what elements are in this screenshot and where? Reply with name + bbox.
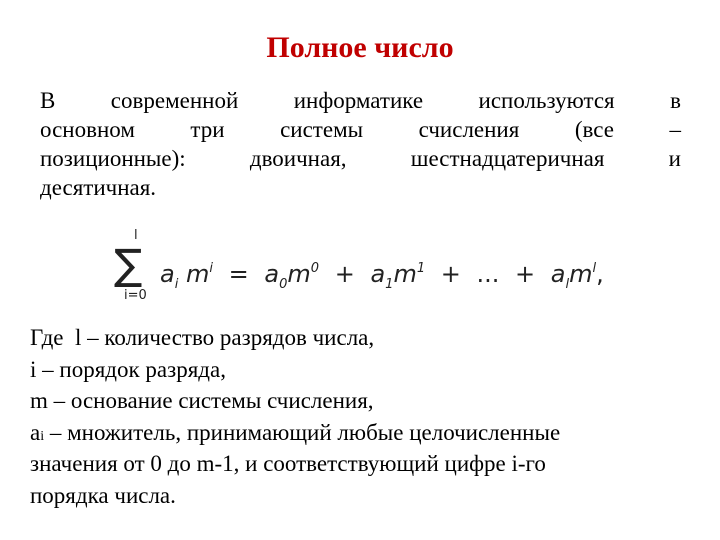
paragraph-line-1	[40, 86, 681, 115]
tl-a: a	[550, 260, 566, 288]
paragraph-word: современной	[110, 88, 239, 113]
t0-a: a	[264, 260, 280, 288]
t1-m: m	[393, 260, 417, 288]
paragraph-line-2	[40, 115, 681, 144]
definition-line: Где l – количество разрядов числа,	[30, 325, 375, 350]
term-m: m	[185, 260, 210, 288]
term-a-subscript: i	[174, 277, 179, 292]
paragraph-word: –	[669, 117, 681, 142]
paragraph-word: в	[670, 88, 681, 113]
formula-comma: ,	[596, 260, 604, 288]
paragraph-word: десятичная.	[40, 175, 157, 200]
tl-superscript: l	[592, 261, 597, 276]
sigma-symbol: ∑	[114, 240, 143, 289]
ai-subscript: i	[40, 428, 45, 444]
tl-subscript: l	[565, 277, 570, 292]
definition-line: m – основание системы счисления,	[30, 388, 374, 413]
sum-upper-limit: l	[134, 228, 138, 243]
definition-line: значения от 0 до m-1, и соответствующий цифре i-го	[30, 451, 546, 476]
definition-line: i – порядок разряда,	[30, 356, 226, 382]
sum-lower-limit: i=0	[124, 288, 147, 303]
ai-description: – множитель, принимающий любые целочисленные	[44, 419, 561, 445]
slide-title: Полное число	[266, 31, 454, 64]
plus-sign: +	[515, 260, 536, 288]
paragraph-line-3	[40, 144, 681, 173]
t0-superscript: 0	[310, 261, 320, 276]
definition-line-ai	[30, 417, 690, 449]
paragraph-line-4	[40, 173, 681, 202]
paragraph-word: системы	[280, 117, 364, 142]
t1-a: a	[370, 260, 386, 288]
equals-sign: =	[228, 260, 249, 288]
sum-formula	[110, 228, 615, 308]
intro-paragraph	[40, 86, 681, 202]
paragraph-word: шестнадцатеричная	[410, 146, 605, 171]
formula-expression	[160, 254, 604, 300]
paragraph-word: В	[40, 88, 56, 113]
paragraph-word: позиционные):	[40, 146, 186, 171]
paragraph-word: и	[668, 146, 681, 171]
t1-subscript: 1	[385, 277, 394, 292]
term-m-superscript: i	[209, 261, 213, 276]
t0-m: m	[287, 260, 311, 288]
plus-sign: +	[334, 260, 355, 288]
ai-symbol: a	[30, 419, 41, 445]
definition-line: порядка числа.	[30, 482, 176, 508]
t0-subscript: 0	[279, 277, 288, 292]
paragraph-word: три	[190, 117, 225, 142]
plus-sign: +	[440, 260, 461, 288]
paragraph-word: основном	[40, 117, 135, 142]
paragraph-word: используются	[478, 88, 615, 113]
t1-superscript: 1	[416, 261, 426, 276]
paragraph-word: (все	[574, 117, 614, 142]
term-a: a	[160, 260, 175, 288]
paragraph-word: информатике	[293, 88, 424, 113]
paragraph-word: счисления	[418, 117, 520, 142]
definitions-block	[30, 322, 690, 511]
tl-m: m	[569, 260, 593, 288]
ellipsis: ...	[476, 260, 500, 288]
paragraph-word: двоичная,	[249, 146, 347, 171]
